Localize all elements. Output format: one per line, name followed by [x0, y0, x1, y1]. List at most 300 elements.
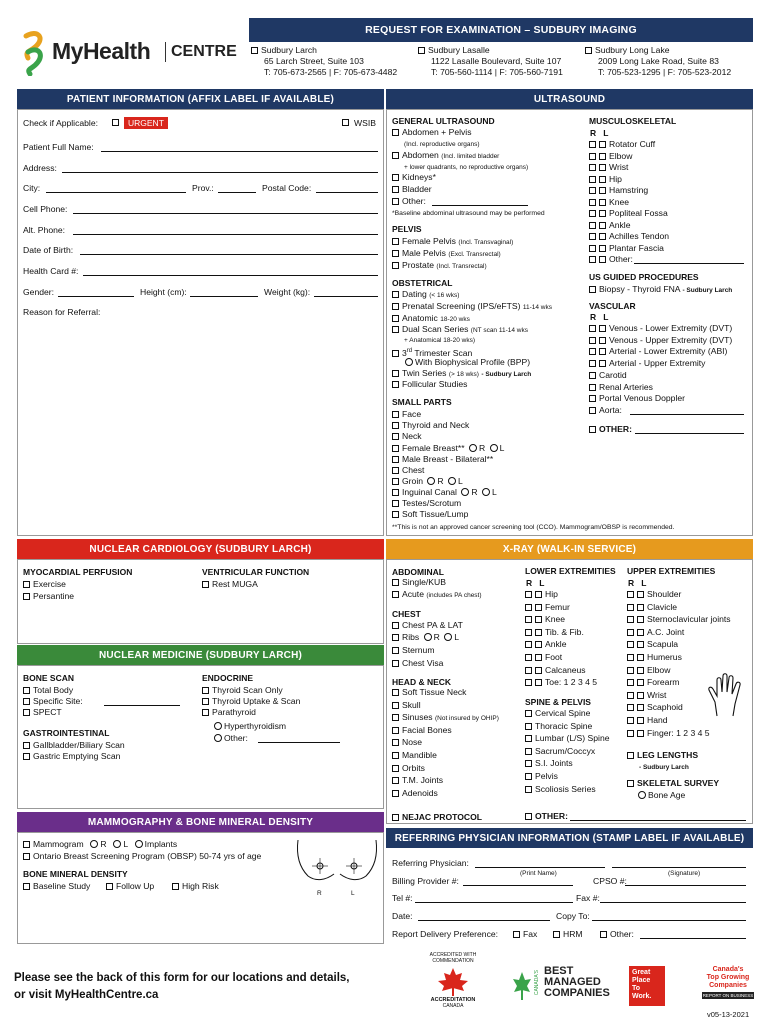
msk-other-field[interactable]	[634, 263, 744, 264]
checkbox[interactable]	[589, 407, 596, 414]
checkbox[interactable]	[600, 931, 607, 938]
checkbox[interactable]	[535, 616, 542, 623]
checkbox[interactable]	[589, 395, 596, 402]
checkbox[interactable]	[627, 591, 634, 598]
nm-other-field[interactable]	[258, 742, 340, 743]
reason-field[interactable]	[23, 318, 378, 530]
xr-chest-pa[interactable]: Chest PA & LAT	[392, 620, 463, 631]
upper-ext-item[interactable]	[627, 639, 678, 650]
checkbox[interactable]	[627, 629, 634, 636]
spine-item[interactable]	[525, 746, 595, 757]
vascular-rl-item[interactable]	[589, 358, 705, 369]
sp-face[interactable]: Face	[392, 409, 421, 420]
radio[interactable]	[427, 477, 435, 485]
xr-other[interactable]: OTHER:	[525, 811, 568, 822]
checkbox[interactable]	[525, 786, 532, 793]
checkbox[interactable]	[392, 291, 399, 298]
checkbox[interactable]	[599, 141, 606, 148]
head-neck-item[interactable]	[392, 750, 437, 761]
checkbox[interactable]	[589, 233, 596, 240]
spine-item[interactable]	[525, 733, 610, 744]
checkbox[interactable]	[23, 853, 30, 860]
checkbox[interactable]	[202, 581, 209, 588]
sp-neck[interactable]: Neck	[392, 431, 422, 442]
checkbox[interactable]	[627, 679, 634, 686]
sp-inguinal[interactable]: Inguinal Canal R L	[392, 487, 497, 498]
checkbox[interactable]	[392, 689, 399, 696]
postal-field[interactable]	[316, 192, 378, 193]
checkbox[interactable]	[525, 616, 532, 623]
nm-gallbladder[interactable]: Gallbladder/Biliary Scan	[23, 740, 125, 751]
radio[interactable]	[482, 488, 490, 496]
checkbox[interactable]	[589, 384, 596, 391]
radio[interactable]	[490, 444, 498, 452]
checkbox[interactable]	[392, 467, 399, 474]
xr-acute[interactable]: Acute (includes PA chest)	[392, 589, 482, 601]
radio[interactable]	[135, 840, 143, 848]
checkbox[interactable]	[392, 500, 399, 507]
height-field[interactable]	[190, 296, 258, 297]
nc-exercise[interactable]: Exercise	[23, 579, 66, 590]
checkbox[interactable]	[535, 667, 542, 674]
checkbox[interactable]	[392, 250, 399, 257]
checkbox[interactable]	[525, 723, 532, 730]
lower-ext-item[interactable]	[525, 589, 558, 600]
checkbox[interactable]	[627, 752, 634, 759]
radio[interactable]	[469, 444, 477, 452]
head-neck-item[interactable]	[392, 700, 421, 711]
checkbox[interactable]	[589, 372, 596, 379]
xr-sternum[interactable]: Sternum	[392, 645, 434, 656]
checkbox[interactable]	[637, 616, 644, 623]
delivery-other[interactable]: Other:	[600, 929, 634, 940]
checkbox[interactable]	[589, 426, 596, 433]
location-larch[interactable]: Sudbury Larch 65 Larch Street, Suite 103 T: 705-673-2565 | F: 705-673-4482	[251, 45, 416, 78]
upper-ext-item[interactable]	[627, 702, 683, 713]
radio[interactable]	[424, 633, 432, 641]
xr-other-field[interactable]	[570, 820, 746, 821]
full-name-field[interactable]	[101, 151, 378, 152]
gender-field[interactable]	[58, 296, 134, 297]
checkbox[interactable]	[392, 765, 399, 772]
checkbox[interactable]	[599, 164, 606, 171]
nc-rest-muga[interactable]: Rest MUGA	[202, 579, 258, 590]
nm-other[interactable]: Other:	[212, 733, 248, 744]
spine-item[interactable]	[525, 758, 573, 769]
checkbox[interactable]	[589, 164, 596, 171]
checkbox[interactable]	[202, 698, 209, 705]
upper-ext-item[interactable]	[627, 728, 710, 739]
pelvis-male[interactable]: Male Pelvis (Excl. Transrectal)	[392, 248, 501, 260]
general-abdomen-pelvis[interactable]: Abdomen + Pelvis	[392, 127, 472, 138]
checkbox[interactable]	[392, 622, 399, 629]
upper-ext-item[interactable]	[627, 589, 681, 600]
location-lasalle[interactable]: Sudbury Lasalle 1122 Lasalle Boulevard, Suite 107 T: 705-560-1114 | F: 705-560-7191	[418, 45, 583, 78]
checkbox[interactable]	[535, 591, 542, 598]
vascular-item[interactable]	[589, 382, 653, 393]
obs-dating[interactable]: Dating (< 16 wks)	[392, 289, 459, 301]
checkbox[interactable]	[202, 709, 209, 716]
checkbox[interactable]	[599, 187, 606, 194]
vascular-item[interactable]	[589, 370, 627, 381]
msk-item[interactable]	[589, 220, 631, 231]
checkbox[interactable]	[392, 303, 399, 310]
checkbox[interactable]	[535, 679, 542, 686]
msk-item[interactable]	[589, 197, 629, 208]
sp-thyroid-neck[interactable]: Thyroid and Neck	[392, 420, 469, 431]
radio[interactable]	[405, 358, 413, 366]
head-neck-item[interactable]	[392, 737, 422, 748]
fax-field[interactable]	[600, 902, 746, 903]
location-long-lake[interactable]: Sudbury Long Lake 2009 Long Lake Road, Suite 83 T: 705-523-1295 | F: 705-523-2012	[585, 45, 750, 78]
checkbox[interactable]	[637, 591, 644, 598]
checkbox[interactable]	[599, 256, 606, 263]
checkbox[interactable]	[392, 702, 399, 709]
msk-item[interactable]	[589, 243, 664, 254]
sp-testes[interactable]: Testes/Scrotum	[392, 498, 461, 509]
checkbox[interactable]	[637, 667, 644, 674]
checkbox[interactable]	[392, 315, 399, 322]
us-other-field[interactable]	[635, 433, 744, 434]
checkbox[interactable]	[525, 629, 532, 636]
checkbox[interactable]	[535, 654, 542, 661]
checkbox[interactable]	[392, 790, 399, 797]
nm-thyroid-uptake[interactable]: Thyroid Uptake & Scan	[202, 696, 300, 707]
general-bladder[interactable]: Bladder	[392, 184, 432, 195]
lower-ext-item[interactable]	[525, 639, 567, 650]
spine-item[interactable]	[525, 784, 596, 795]
msk-item[interactable]	[589, 185, 648, 196]
checkbox[interactable]	[392, 456, 399, 463]
checkbox[interactable]	[589, 286, 596, 293]
checkbox[interactable]	[392, 660, 399, 667]
lower-ext-item[interactable]	[525, 602, 570, 613]
checkbox[interactable]	[392, 198, 399, 205]
upper-ext-item[interactable]	[627, 652, 682, 663]
alt-phone-field[interactable]	[73, 234, 378, 235]
radio[interactable]	[461, 488, 469, 496]
checkbox[interactable]	[106, 883, 113, 890]
radio[interactable]	[214, 722, 222, 730]
spine-item[interactable]	[525, 771, 558, 782]
vascular-rl-item[interactable]	[589, 335, 732, 346]
xr-leg-lengths[interactable]: LEG LENGTHS	[627, 750, 698, 761]
bmd-follow-up[interactable]: Follow Up	[106, 881, 154, 892]
checkbox[interactable]	[525, 748, 532, 755]
radio[interactable]	[90, 840, 98, 848]
obs-dual-scan[interactable]: Dual Scan Series (NT scan 11-14 wks	[392, 324, 528, 336]
general-abdomen[interactable]: Abdomen (Incl. limited bladder	[392, 150, 499, 162]
checkbox[interactable]	[627, 604, 634, 611]
checkbox[interactable]	[392, 752, 399, 759]
spine-item[interactable]	[525, 708, 590, 719]
health-card-field[interactable]	[83, 275, 378, 276]
checkbox[interactable]	[627, 780, 634, 787]
radio[interactable]	[448, 477, 456, 485]
checkbox[interactable]	[627, 730, 634, 737]
checkbox[interactable]	[525, 813, 532, 820]
checkbox[interactable]	[599, 222, 606, 229]
checkbox[interactable]	[392, 411, 399, 418]
xr-nejac[interactable]: NEJAC PROTOCOL	[392, 812, 482, 823]
upper-ext-item[interactable]	[627, 614, 731, 625]
obs-prenatal[interactable]: Prenatal Screening (IPS/eFTS) 11-14 wks	[392, 301, 552, 313]
checkbox[interactable]	[627, 616, 634, 623]
delivery-fax[interactable]: Fax	[513, 929, 537, 940]
checkbox[interactable]	[392, 129, 399, 136]
vascular-item[interactable]	[589, 393, 685, 404]
nm-parathyroid[interactable]: Parathyroid	[202, 707, 256, 718]
address-field[interactable]	[62, 172, 378, 173]
checkbox[interactable]	[392, 262, 399, 269]
delivery-other-field[interactable]	[640, 938, 746, 939]
checkbox[interactable]	[627, 692, 634, 699]
checkbox[interactable]	[172, 883, 179, 890]
checkbox[interactable]	[23, 593, 30, 600]
upper-ext-item[interactable]	[627, 690, 666, 701]
prov-field[interactable]	[218, 192, 256, 193]
radio[interactable]	[214, 734, 222, 742]
sp-female-breast[interactable]: Female Breast** R L	[392, 443, 504, 454]
checkbox[interactable]	[589, 199, 596, 206]
checkbox[interactable]	[627, 717, 634, 724]
checkbox[interactable]	[525, 591, 532, 598]
sp-male-breast[interactable]: Male Breast - Bilateral**	[392, 454, 493, 465]
lower-ext-item[interactable]	[525, 677, 597, 688]
checkbox[interactable]	[23, 581, 30, 588]
lower-ext-item[interactable]	[525, 665, 586, 676]
lower-ext-item[interactable]	[525, 652, 562, 663]
checkbox[interactable]	[513, 931, 520, 938]
upper-ext-item[interactable]	[627, 715, 668, 726]
checkbox[interactable]	[589, 348, 596, 355]
checkbox[interactable]	[535, 641, 542, 648]
checkbox[interactable]	[525, 604, 532, 611]
checkbox[interactable]	[202, 687, 209, 694]
checkbox[interactable]	[392, 489, 399, 496]
checkbox[interactable]	[392, 381, 399, 388]
checkbox[interactable]	[23, 698, 30, 705]
head-neck-item[interactable]	[392, 725, 452, 736]
head-neck-item[interactable]	[392, 687, 466, 698]
checkbox[interactable]	[392, 326, 399, 333]
cpso-field[interactable]	[625, 885, 746, 886]
weight-field[interactable]	[314, 296, 378, 297]
obsp-option[interactable]: Ontario Breast Screening Program (OBSP) 50-74 yrs of age	[23, 851, 261, 862]
obs-third-trimester[interactable]: 3rd Trimester Scan	[392, 346, 472, 359]
checkbox[interactable]	[589, 245, 596, 252]
checkbox[interactable]	[585, 47, 592, 54]
checkbox[interactable]	[589, 187, 596, 194]
checkbox[interactable]	[392, 634, 399, 641]
checkbox[interactable]	[599, 176, 606, 183]
checkbox[interactable]	[589, 176, 596, 183]
upper-ext-item[interactable]	[627, 677, 679, 688]
checkbox[interactable]	[392, 739, 399, 746]
checkbox[interactable]	[251, 47, 258, 54]
checkbox[interactable]	[525, 641, 532, 648]
radio[interactable]	[113, 840, 121, 848]
pelvis-female[interactable]: Female Pelvis (Incl. Transvaginal)	[392, 236, 513, 248]
xr-chest-visa[interactable]: Chest Visa	[392, 658, 443, 669]
checkbox[interactable]	[392, 370, 399, 377]
delivery-hrm[interactable]: HRM	[553, 929, 583, 940]
bmd-baseline[interactable]: Baseline Study	[23, 881, 90, 892]
checkbox[interactable]	[589, 337, 596, 344]
checkbox[interactable]	[525, 654, 532, 661]
msk-item[interactable]	[589, 151, 632, 162]
nm-total-body[interactable]: Total Body	[23, 685, 73, 696]
msk-item[interactable]	[589, 139, 655, 150]
tel-field[interactable]	[415, 902, 573, 903]
checkbox[interactable]	[599, 337, 606, 344]
head-neck-item[interactable]	[392, 763, 425, 774]
nm-hyperthyroidism[interactable]: Hyperthyroidism	[212, 721, 286, 732]
sp-groin[interactable]: Groin R L	[392, 476, 463, 487]
head-neck-item[interactable]	[392, 712, 499, 724]
us-other[interactable]: OTHER:	[589, 424, 632, 435]
sp-chest[interactable]: Chest	[392, 465, 424, 476]
nm-specific-site[interactable]: Specific Site:	[23, 696, 83, 707]
checkbox[interactable]	[599, 325, 606, 332]
obs-bpp[interactable]: With Biophysical Profile (BPP)	[403, 357, 530, 368]
checkbox[interactable]	[637, 629, 644, 636]
specific-site-field[interactable]	[104, 705, 180, 706]
checkbox[interactable]	[589, 360, 596, 367]
obs-twin[interactable]: Twin Series (> 18 wks) - Sudbury Larch	[392, 368, 531, 380]
checkbox[interactable]	[589, 222, 596, 229]
checkbox[interactable]	[392, 591, 399, 598]
checkbox[interactable]	[23, 742, 30, 749]
lower-ext-item[interactable]	[525, 627, 584, 638]
checkbox[interactable]	[589, 325, 596, 332]
checkbox[interactable]	[392, 714, 399, 721]
checkbox[interactable]	[525, 667, 532, 674]
xr-bone-age[interactable]: Bone Age	[636, 790, 685, 801]
aorta-field[interactable]	[630, 414, 744, 415]
checkbox[interactable]	[392, 422, 399, 429]
checkbox[interactable]	[599, 199, 606, 206]
sp-soft-tissue[interactable]: Soft Tissue/Lump	[392, 509, 468, 520]
nm-thyroid-scan[interactable]: Thyroid Scan Only	[202, 685, 283, 696]
msk-item[interactable]	[589, 231, 669, 242]
wsib-checkbox[interactable]	[342, 119, 349, 126]
checkbox[interactable]	[637, 604, 644, 611]
checkbox[interactable]	[637, 704, 644, 711]
checkbox[interactable]	[392, 186, 399, 193]
checkbox[interactable]	[392, 777, 399, 784]
checkbox[interactable]	[637, 730, 644, 737]
checkbox[interactable]	[392, 814, 399, 821]
obs-anatomic[interactable]: Anatomic 18-20 wks	[392, 313, 470, 325]
msk-item[interactable]	[589, 174, 622, 185]
checkbox[interactable]	[23, 709, 30, 716]
obs-follicular[interactable]: Follicular Studies	[392, 379, 467, 390]
checkbox[interactable]	[392, 647, 399, 654]
head-neck-item[interactable]	[392, 788, 438, 799]
checkbox[interactable]	[392, 238, 399, 245]
dob-field[interactable]	[80, 254, 378, 255]
radio[interactable]	[444, 633, 452, 641]
xr-single-kub[interactable]: Single/KUB	[392, 577, 446, 588]
checkbox[interactable]	[392, 727, 399, 734]
spine-item[interactable]	[525, 721, 592, 732]
checkbox[interactable]	[535, 629, 542, 636]
checkbox[interactable]	[23, 687, 30, 694]
general-kidneys[interactable]: Kidneys*	[392, 172, 436, 183]
checkbox[interactable]	[627, 641, 634, 648]
checkbox[interactable]	[637, 679, 644, 686]
pelvis-prostate[interactable]: Prostate (Incl. Transrectal)	[392, 260, 487, 272]
date-field[interactable]	[418, 920, 550, 921]
checkbox[interactable]	[589, 210, 596, 217]
checkbox[interactable]	[23, 883, 30, 890]
checkbox[interactable]	[599, 348, 606, 355]
urgent-checkbox[interactable]	[112, 119, 119, 126]
checkbox[interactable]	[392, 433, 399, 440]
checkbox[interactable]	[553, 931, 560, 938]
checkbox[interactable]	[627, 667, 634, 674]
checkbox[interactable]	[392, 511, 399, 518]
guided-biopsy[interactable]: Biopsy - Thyroid FNA - Sudbury Larch	[589, 284, 732, 296]
checkbox[interactable]	[525, 679, 532, 686]
xr-skeletal-survey[interactable]: SKELETAL SURVEY	[627, 778, 719, 789]
checkbox[interactable]	[637, 717, 644, 724]
head-neck-item[interactable]	[392, 775, 443, 786]
checkbox[interactable]	[525, 760, 532, 767]
lower-ext-item[interactable]	[525, 614, 565, 625]
billing-field[interactable]	[463, 885, 573, 886]
checkbox[interactable]	[627, 704, 634, 711]
mammogram-option[interactable]: Mammogram R L Implants	[23, 839, 177, 850]
checkbox[interactable]	[525, 710, 532, 717]
checkbox[interactable]	[392, 350, 399, 357]
nm-gastric[interactable]: Gastric Emptying Scan	[23, 751, 120, 762]
upper-ext-item[interactable]	[627, 602, 677, 613]
checkbox[interactable]	[627, 654, 634, 661]
vascular-rl-item[interactable]	[589, 323, 732, 334]
general-other[interactable]: Other:	[392, 196, 426, 207]
checkbox[interactable]	[637, 641, 644, 648]
vascular-item[interactable]	[589, 405, 622, 416]
city-field[interactable]	[46, 192, 186, 193]
checkbox[interactable]	[392, 445, 399, 452]
checkbox[interactable]	[637, 654, 644, 661]
msk-item[interactable]	[589, 162, 628, 173]
checkbox[interactable]	[23, 753, 30, 760]
msk-item[interactable]	[589, 208, 668, 219]
vascular-rl-item[interactable]	[589, 346, 727, 357]
general-other-field[interactable]	[432, 205, 528, 206]
xr-ribs[interactable]: Ribs R L	[392, 632, 459, 643]
upper-ext-item[interactable]	[627, 627, 684, 638]
checkbox[interactable]	[599, 360, 606, 367]
bmd-high-risk[interactable]: High Risk	[172, 881, 219, 892]
cell-field[interactable]	[73, 213, 378, 214]
checkbox[interactable]	[392, 152, 399, 159]
checkbox[interactable]	[525, 735, 532, 742]
checkbox[interactable]	[392, 478, 399, 485]
checkbox[interactable]	[392, 174, 399, 181]
checkbox[interactable]	[637, 692, 644, 699]
nc-persantine[interactable]: Persantine	[23, 591, 74, 602]
msk-item[interactable]	[589, 254, 633, 265]
checkbox[interactable]	[599, 153, 606, 160]
checkbox[interactable]	[589, 141, 596, 148]
copy-to-field[interactable]	[592, 920, 746, 921]
checkbox[interactable]	[418, 47, 425, 54]
checkbox[interactable]	[599, 233, 606, 240]
